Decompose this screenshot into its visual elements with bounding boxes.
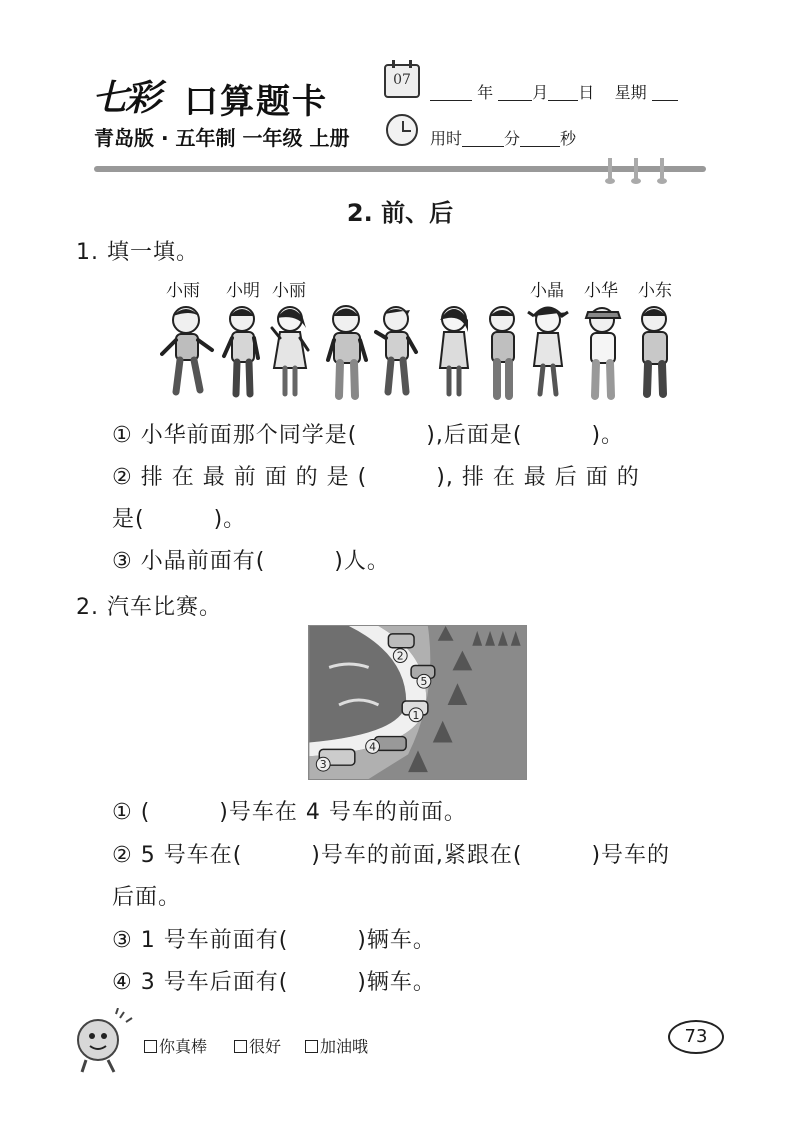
brand-logo [92, 70, 362, 122]
divider-pin [634, 158, 638, 180]
edition-subtitle: 青岛版 · 五年制 一年级 上册 [94, 126, 350, 150]
child-figure [374, 302, 420, 400]
rating-checkbox[interactable] [305, 1040, 318, 1053]
child-figure [220, 302, 266, 400]
kid-name-label: 小丽 [272, 281, 306, 301]
minutes-blank[interactable] [462, 146, 504, 147]
child-figure [480, 302, 526, 400]
car-number: 3 [319, 758, 327, 772]
calendar-icon [384, 64, 420, 98]
rating-checkbox[interactable] [144, 1040, 157, 1053]
question-text: 后面。 [112, 885, 182, 910]
child-figure [432, 302, 478, 400]
child-figure [632, 302, 678, 400]
mascot-icon [72, 1008, 134, 1074]
question-text: ④ 3 号车后面有( )辆车。 [112, 970, 436, 995]
section2-heading: 2. 汽车比赛。 [76, 595, 222, 620]
kid-name-label: 小东 [638, 281, 672, 301]
question-text: ③ 小晶前面有( )人。 [112, 549, 390, 574]
month-label: 月 [532, 83, 549, 102]
car-number: 5 [420, 675, 428, 689]
rating-option[interactable] [305, 1034, 368, 1057]
child-figure [526, 302, 572, 400]
car-number: 1 [412, 708, 420, 722]
lesson-title: 2. 前、后 [346, 199, 454, 227]
rating-option[interactable] [144, 1034, 207, 1057]
year-blank[interactable] [430, 100, 472, 101]
weekday-label: 星期 [614, 83, 647, 102]
time-fields [430, 126, 576, 149]
date-fields [430, 80, 678, 103]
child-figure [324, 302, 370, 400]
question-text: 是( )。 [112, 507, 247, 532]
rating-label: 你真棒 [159, 1037, 208, 1056]
rating-checkbox[interactable] [234, 1040, 247, 1053]
section1-heading: 1. 填一填。 [76, 240, 199, 265]
kid-name-label: 小晶 [530, 281, 564, 301]
header-divider [94, 166, 706, 172]
day-blank[interactable] [548, 100, 578, 101]
question-text: ① 小华前面那个同学是( ),后面是( )。 [112, 423, 625, 448]
child-figure [268, 302, 314, 400]
car-race-picture [308, 625, 527, 780]
question-text: ① ( )号车在 4 号车的前面。 [112, 800, 467, 825]
rating-label: 很好 [249, 1037, 282, 1056]
month-blank[interactable] [498, 100, 532, 101]
kid-name-label: 小明 [226, 281, 260, 301]
seconds-blank[interactable] [520, 146, 560, 147]
weekday-blank[interactable] [652, 100, 678, 101]
page-number: 73 [668, 1020, 724, 1054]
day-label: 日 [578, 83, 595, 102]
child-figure [580, 302, 626, 400]
brand-calligraphy: 七彩 [92, 77, 159, 119]
rating-label: 加油哦 [320, 1037, 369, 1056]
time-label: 用时 [430, 129, 463, 148]
car-number: 4 [369, 740, 377, 754]
minutes-label: 分 [504, 129, 521, 148]
question-text: ③ 1 号车前面有( )辆车。 [112, 928, 436, 953]
seconds-label: 秒 [560, 129, 577, 148]
divider-pin [608, 158, 612, 180]
car-number: 2 [396, 649, 404, 663]
calendar-day: 07 [393, 72, 411, 88]
question-text: ② 排 在 最 前 面 的 是 ( ), 排 在 最 后 面 的 [112, 465, 640, 490]
child-figure [160, 302, 216, 400]
brand-title: 口算题卡 [184, 82, 328, 122]
kid-name-label: 小华 [584, 281, 618, 301]
rating-option[interactable] [234, 1034, 281, 1057]
kid-name-label: 小雨 [166, 281, 200, 301]
year-label: 年 [477, 83, 494, 102]
question-text: ② 5 号车在( )号车的前面,紧跟在( )号车的 [112, 843, 671, 868]
clock-icon [386, 114, 418, 146]
divider-pin [660, 158, 664, 180]
